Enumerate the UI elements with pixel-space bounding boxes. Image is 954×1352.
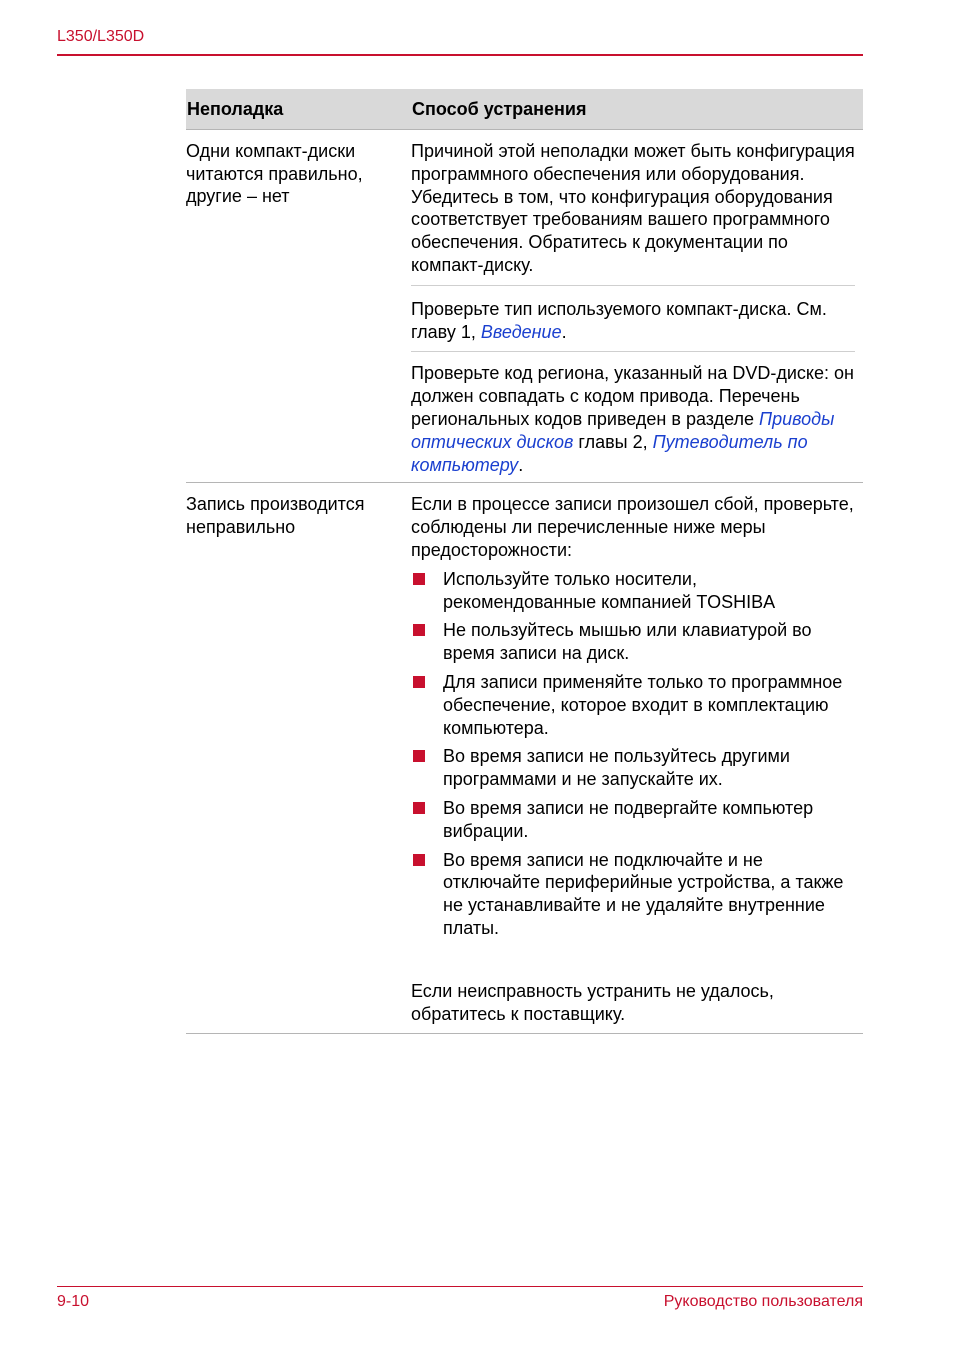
solution-text: . [561,321,567,342]
square-bullet-icon [413,573,425,585]
solution-text: Проверьте тип используемого компакт-диска. См. главу 1, [411,298,827,342]
solution-paragraph: Причиной этой неполадки может быть конфигурация программного обеспечения или оборудования. Убедитесь в том, что конфигурация оборудования соответствует требованиям вашего программного обеспечения. Обратитесь к документации по компакт-диску. [411,141,855,275]
header-model: L350/L350D [57,28,145,45]
list-item [411,671,855,739]
solution-intro: Если в процессе записи произошел сбой, проверьте, соблюдены ли перечисленные ниже меры предосторожности: [411,494,854,560]
list-item [411,619,855,665]
table-row [186,130,863,483]
solution-text: . [518,454,524,475]
list-item [411,745,855,791]
solution-paragraph [411,351,855,482]
list-item-text: Во время записи не подключайте и не отключайте периферийные устройства, а также не устанавливайте и не удаляйте внутренние платы. [443,849,844,938]
list-item-text: Во время записи не пользуйтесь другими программами и не запускайте их. [443,746,790,790]
precautions-list [411,568,855,940]
square-bullet-icon [413,624,425,636]
list-item-text: Не пользуйтесь мышью или клавиатурой во время записи на диск. [443,620,812,664]
table-header [186,89,863,130]
solution-cell [411,130,863,482]
list-item [411,797,855,843]
solution-text: Проверьте код региона, указанный на DVD-диске: он должен совпадать с кодом привода. Перечень региональных кодов приведен в разделе [411,363,854,429]
solution-closing: Если неисправность устранить не удалось, обратитесь к поставщику. [411,980,774,1024]
column-header-solution: Способ устранения [412,98,587,119]
solution-paragraph [411,285,855,352]
solution-text: главы 2, [573,431,653,452]
solution-cell [411,483,863,1033]
table-row [186,483,863,1034]
header-rule [57,54,863,56]
list-item-text: Во время записи не подвергайте компьютер вибрации. [443,797,814,841]
list-item [411,849,855,940]
square-bullet-icon [413,750,425,762]
solution-block [411,483,855,1033]
problem-cell: Одни компакт-диски читаются правильно, другие – нет [186,141,363,206]
footer-title: Руководство пользователя [663,1293,863,1310]
list-item-text: Для записи применяйте только то программное обеспечение, которое входит в комплектацию компьютера. [443,671,843,738]
square-bullet-icon [413,802,425,814]
column-header-problem: Неполадка [187,98,284,119]
square-bullet-icon [413,676,425,688]
troubleshooting-table [186,89,863,1034]
link-computer-guide[interactable]: Путеводитель по компьютеру [411,431,808,475]
link-introduction[interactable]: Введение [480,321,562,342]
footer-rule [57,1286,863,1287]
square-bullet-icon [413,854,425,866]
problem-cell: Запись производится неправильно [186,494,365,537]
list-item-text: Используйте только носители, рекомендованные компанией TOSHIBA [443,568,776,612]
link-optical-drives[interactable]: Приводы оптических дисков [411,408,835,452]
page-number: 9-10 [57,1293,90,1310]
list-item [411,568,855,614]
